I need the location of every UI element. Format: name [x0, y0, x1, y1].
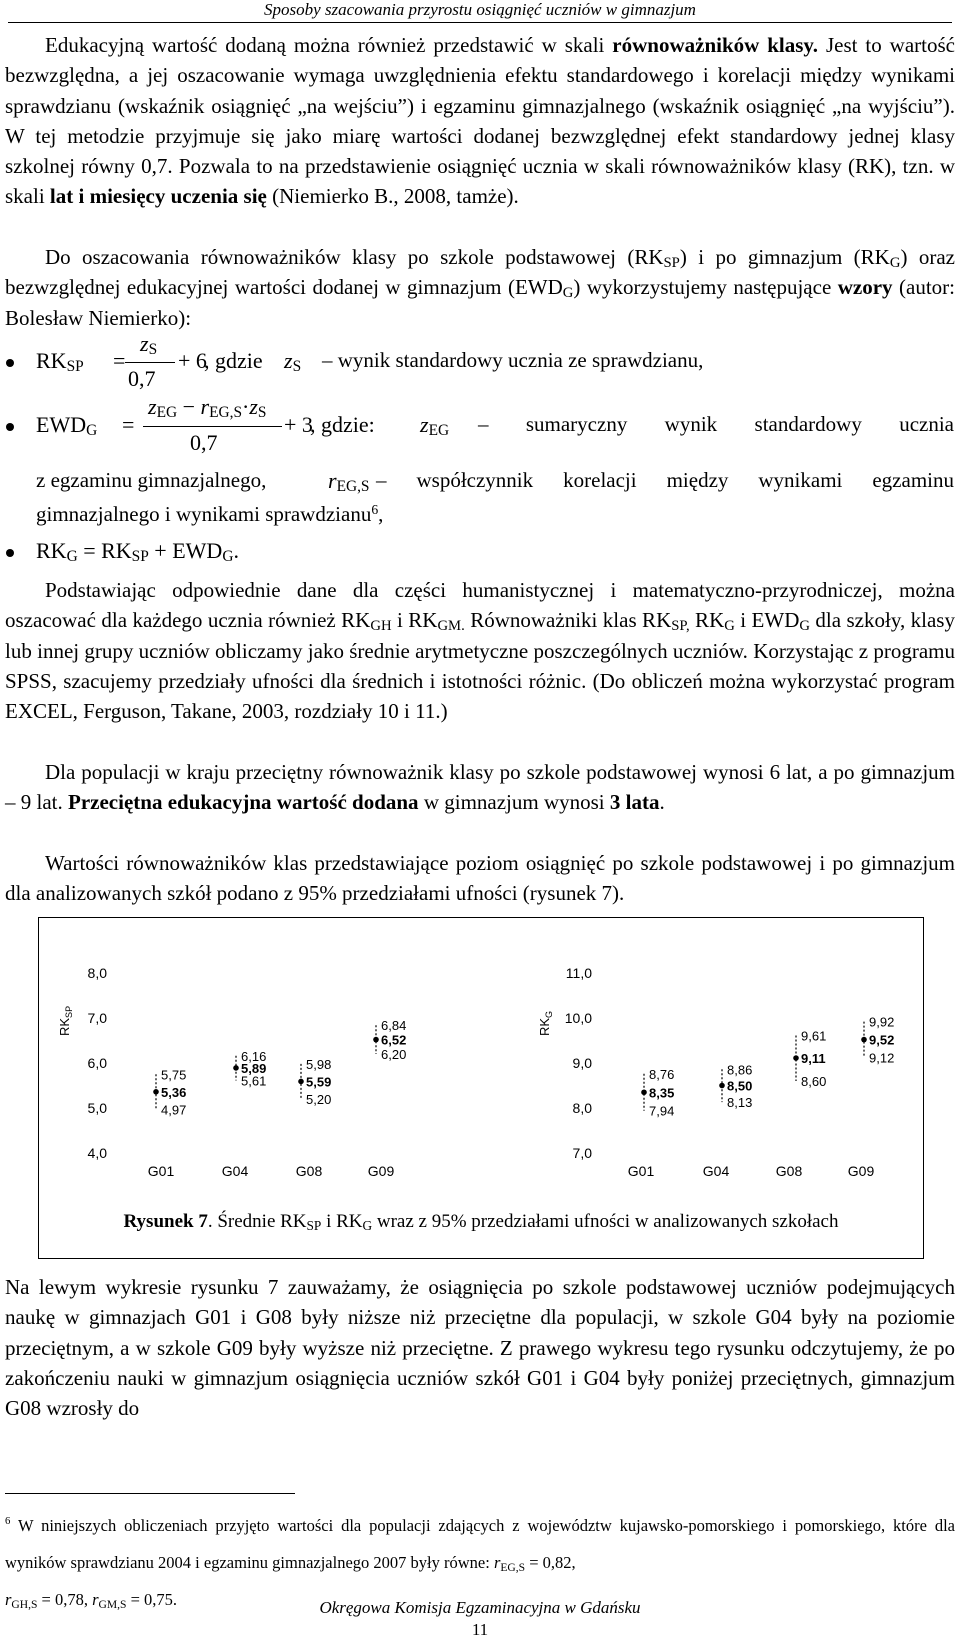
formula-1-plus: + 6 [178, 348, 207, 373]
formula-2-gdzie: , gdzie: [310, 412, 375, 437]
footnote-rule [5, 1493, 295, 1494]
p4-bold-a: Przeciętna edukacyjna wartość dodana [68, 790, 419, 815]
mean-label: 5,59 [306, 1074, 332, 1090]
p1-text-e: (Niemierko B., 2008, tamże). [266, 184, 519, 209]
lower-bound-label: 5,20 [306, 1092, 332, 1107]
upper-bound-label: 5,98 [306, 1056, 332, 1072]
mean-label: 8,35 [649, 1085, 675, 1101]
page-number: 11 [471, 1620, 489, 1639]
running-header: Sposoby szacowania przyrostu osiągnięć uczniów w gimnazjum [264, 0, 696, 19]
p1-bold-term: równoważników klasy. [612, 33, 819, 57]
upper-bound-label: 5,75 [161, 1067, 187, 1083]
figure-caption [39, 1211, 923, 1233]
paragraph-3 [5, 575, 955, 726]
p2-sub: SP [663, 255, 680, 271]
mean-point [719, 1083, 725, 1089]
formula-2-denominator: 0,7 [190, 430, 218, 455]
bullet-1 [6, 359, 14, 367]
lower-bound-label: 8,60 [801, 1074, 827, 1089]
lower-bound-label: 9,12 [869, 1050, 895, 1066]
p2-sub: G [889, 255, 901, 271]
paragraph-6: Na lewym wykresie rysunku 7 zauważamy, że osiągnięcia po szkole podstawowej uczniów podejmujących naukę w gimnazjach G01 i G08 były niższe niż przeciętne dla populacji, w szkole G04 były na poziomie przeciętnym, a w szkole G09 były wyższe niż przeciętne. Z prawego wykresu tego rysunku odczytujemy, że po zakończeniu nauki w gimnazjum osiągnięcia uczniów szkół G01 i G04 były poniżej przeciętnych, gimnazjum G08 wzrosły do [5, 1275, 955, 1421]
lower-bound-label: 7,94 [649, 1103, 675, 1119]
upper-bound-label: 8,86 [727, 1062, 753, 1078]
p3-text-c: Równoważniki klas RK [464, 608, 672, 633]
mean-label: 9,52 [869, 1032, 895, 1048]
p2-text-d: ) wykorzystujemy następujące [573, 275, 838, 300]
formula-1-var: $z_S$ [284, 348, 302, 375]
mean-label: 8,50 [727, 1078, 753, 1094]
formula-1-gdzie: , gdzie [204, 348, 263, 373]
formula-2-var: $z_{EG}$ [420, 412, 450, 439]
p3-sub: GH [370, 618, 392, 635]
x-tick-label: G04 [702, 1163, 730, 1179]
mean-label: 5,89 [241, 1060, 267, 1076]
lower-bound-label: 8,13 [727, 1095, 753, 1111]
formula-3: $RK_G = RK_{SP} + EWD_G$. [36, 538, 239, 565]
upper-bound-label: 8,76 [649, 1066, 675, 1082]
p2-sub: G [562, 285, 574, 302]
caption-text: wraz z 95% przedziałami ufności w analizowanych szkołach [372, 1211, 839, 1232]
caption-sub: SP [306, 1218, 322, 1233]
mean-point [298, 1079, 304, 1085]
footnote-sub: EG,S [500, 1562, 526, 1574]
footnote-var: r [92, 1590, 99, 1609]
formula-2-plus: + 3 [284, 412, 313, 437]
footnote-sub: GM,S [98, 1599, 127, 1611]
formula-2-fraction-bar [143, 426, 282, 427]
footnote-text: W niniejszych obliczeniach przyjęto wartości dla populacji zdających z województw kujawsko-pomorskiego i pomorskiego, które dla wyników sprawdzianu 2004 i egzaminu gimnazjalnego 2007 były równe: [5, 1516, 955, 1572]
x-tick-label: G01 [627, 1163, 655, 1179]
x-tick-label: G08 [295, 1163, 323, 1179]
y-tick-label: 4,0 [87, 1145, 107, 1161]
header-rule [8, 22, 952, 23]
mean-point [153, 1089, 159, 1095]
p1-text-a: Edukacyjną wartość dodaną można również przedstawić w skali [45, 33, 613, 57]
upper-bound-label: 6,84 [381, 1018, 407, 1034]
y-axis-label: $RK_{SP}$ [57, 1005, 74, 1036]
y-axis-label: $RK_G$ [537, 1010, 554, 1036]
formula-2-lhs: $EWD_G$ [36, 412, 98, 439]
figure-7-frame [38, 917, 924, 1259]
formula-2-numerator: $z_{EG} - r_{EG,S}\cdot z_S$ [148, 394, 267, 421]
p3-sub: G [799, 618, 810, 635]
footnote-sub: GH,S [11, 1599, 38, 1611]
formula-1-numerator: $z_S$ [140, 331, 158, 358]
lower-bound-label: 5,61 [241, 1073, 267, 1089]
upper-bound-label: 6,16 [241, 1048, 267, 1064]
mean-point [793, 1055, 799, 1061]
upper-bound-label: 9,92 [869, 1014, 895, 1030]
x-tick-label: G09 [367, 1163, 395, 1179]
paragraph-5: Wartości równoważników klas przedstawiające poziom osiągnięć po szkole podstawowej i po gimnazjum dla analizowanych szkół podano z 95% przedziałami ufności (rysunek 7). [5, 851, 955, 906]
formula-1-denominator: 0,7 [128, 366, 156, 391]
lower-bound-label: 4,97 [161, 1102, 187, 1118]
formula-2-desc2: – współczynnik korelacji między wynikami egzaminu [376, 468, 954, 492]
y-tick-label: 7,0 [572, 1145, 592, 1161]
bullet-3 [6, 549, 14, 557]
mean-point [373, 1037, 379, 1043]
mean-label: 9,11 [801, 1051, 826, 1067]
p3-text-b: i RK [391, 608, 438, 633]
formula-1-lhs: $RK_{SP}$ [36, 348, 84, 375]
formula-2-line3: gimnazjalnego i wynikami sprawdzianu$^6$, [36, 502, 384, 526]
formula-2-line2a: z egzaminu gimnazjalnego, [36, 468, 267, 492]
x-tick-label: G08 [775, 1163, 803, 1179]
p2-text-f: (autor: Bolesław Niemierko): [5, 275, 955, 330]
paragraph-1 [5, 30, 955, 212]
p4-text-e: . [659, 790, 665, 815]
paragraph-2 [5, 242, 955, 333]
y-tick-label: 5,0 [87, 1100, 107, 1116]
p4-text-a: Dla populacji w kraju przeciętny równoważnik klasy po szkole podstawowej wynosi 6 lat, a po gimnazjum – 9 lat. [5, 760, 955, 815]
footnote-value: = 0,75. [126, 1590, 178, 1609]
formula-1-desc: – wynik standardowy ucznia ze sprawdzianu, [322, 348, 704, 372]
p3-sub: GM. [437, 618, 465, 635]
formula-2-eq: = [122, 412, 135, 437]
lower-bound-label: 6,20 [381, 1047, 407, 1062]
mean-point [861, 1037, 867, 1043]
page-footer: Okręgowa Komisja Egzaminacyjna w Gdańsku [319, 1598, 641, 1617]
x-tick-label: G09 [847, 1163, 875, 1179]
footnote-value: = 0,82, [525, 1553, 576, 1572]
p1-text-c: Jest to wartość bezwzględna, a jej oszacowanie wymaga uwzględnienia efektu standardowego i korelacji między wynikami sprawdzianu (wskaźnik osiągnięć „na wejściu”) i egzaminu gimnazjalnego (wskaźnik osiągnięć „na wyjściu”). W tej metodzie przyjmuje się jako miarę wartości dodanej bezwzględnej efekt standardowy jednej klasy szkolnej równy 0,7. Pozwala to na przedstawienie osiągnięć ucznia w skali równoważników klasy (RK), tzn. w skali [5, 33, 955, 209]
caption-label: Rysunek 7 [123, 1211, 208, 1232]
bullet-2 [6, 423, 14, 431]
caption-text: . Średnie RK [207, 1211, 307, 1232]
p3-text-f: dla szkoły, klasy lub innej grupy uczniów obliczamy jako średnie arytmetyczne poszczególnych uczniów. Korzystając z programu SPSS, szacujemy przedziały ufności dla średnich i istotności różnic. (Do obliczeń można wykorzystać program EXCEL, Ferguson, Takane, 2003, rozdziały 10 i 11.) [5, 608, 955, 724]
y-tick-label: 11,0 [565, 965, 592, 981]
p2-text-c: ) oraz bezwzględnej edukacyjnej wartości dodanej w gimnazjum (EWD [5, 245, 955, 300]
y-tick-label: 7,0 [87, 1010, 107, 1026]
p2-text-b: ) i po gimnazjum (RK [679, 245, 890, 269]
p2-bold-wzory: wzory [837, 275, 893, 300]
p3-sub: SP, [671, 618, 690, 635]
footnote-number: 6 [5, 1515, 11, 1527]
mean-point [233, 1065, 239, 1071]
formula-2-var2: $r_{EG,S}$ [328, 468, 370, 495]
p1-bold-phrase: lat i miesięcy uczenia się [49, 184, 267, 209]
footnote-var: r [493, 1553, 501, 1572]
chart-right-rk-g [484, 918, 923, 1258]
mean-point [641, 1089, 647, 1095]
formula-1-fraction-bar [125, 362, 175, 363]
p3-text-e: i EWD [734, 608, 800, 633]
y-tick-label: 8,0 [87, 965, 107, 981]
formula-2-desc1: – sumaryczny wynik standardowy ucznia [478, 412, 954, 436]
p3-sub: G [724, 618, 735, 635]
footnote-var: r [5, 1590, 12, 1609]
mean-label: 6,52 [381, 1032, 407, 1048]
caption-text: i RK [321, 1211, 363, 1232]
formula-1-eq: = [113, 348, 126, 373]
p3-text-a: Podstawiając odpowiednie dane dla części humanistycznej i matematyczno-przyrodniczej, można oszacować dla każdego ucznia również RK [5, 578, 955, 633]
p4-bold-b: 3 lata [609, 790, 660, 815]
chart-left-rk-sp [39, 918, 479, 1258]
caption-sub: G [362, 1218, 373, 1233]
y-tick-label: 10,0 [564, 1010, 592, 1026]
footnote-value: = 0,78, [37, 1590, 93, 1609]
y-tick-label: 9,0 [572, 1055, 592, 1071]
p2-text-a: Do oszacowania równoważników klasy po szkole podstawowej (RK [45, 245, 664, 269]
x-tick-label: G01 [147, 1163, 175, 1179]
x-tick-label: G04 [221, 1163, 249, 1179]
mean-label: 5,36 [161, 1084, 187, 1100]
upper-bound-label: 9,61 [801, 1028, 827, 1044]
y-tick-label: 6,0 [87, 1055, 107, 1071]
p4-text-c: w gimnazjum wynosi [418, 790, 610, 815]
p3-text-d: RK [689, 608, 725, 633]
paragraph-4 [5, 757, 955, 818]
y-tick-label: 8,0 [572, 1100, 592, 1116]
